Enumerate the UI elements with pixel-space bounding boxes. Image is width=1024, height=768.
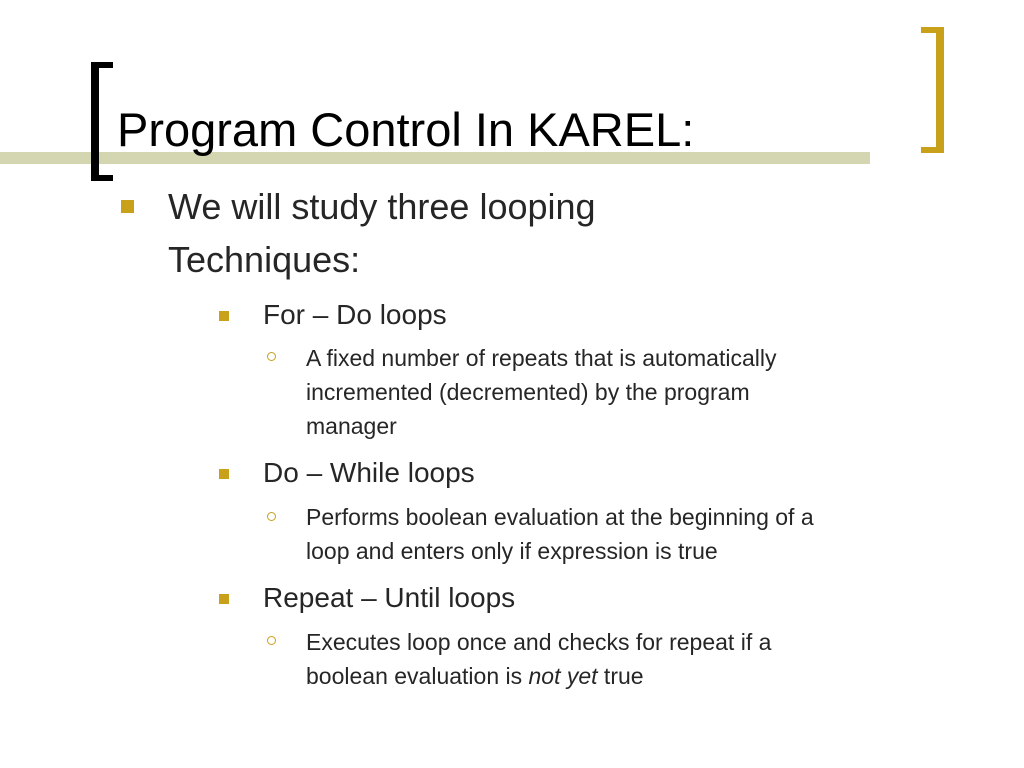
list-item-label: For – Do loops <box>263 299 447 330</box>
list-item-description: Performs boolean evaluation at the beginning of a <box>306 504 814 530</box>
list-item-description <box>306 659 644 693</box>
square-bullet-icon <box>219 594 229 604</box>
desc-emphasis: not yet <box>528 663 598 689</box>
list-item-description: loop and enters only if expression is true <box>306 538 718 564</box>
list-item-description: A fixed number of repeats that is automatically <box>306 345 777 371</box>
desc-text-after: true <box>597 663 644 689</box>
level1-text-line2: Techniques: <box>168 239 361 280</box>
desc-text-before: boolean evaluation is <box>306 663 529 689</box>
square-bullet-icon <box>121 200 134 213</box>
circle-bullet-icon <box>267 636 276 645</box>
circle-bullet-icon <box>267 352 276 361</box>
list-item-description: Executes loop once and checks for repeat if a <box>306 629 772 655</box>
slide-title: Program Control In KAREL: <box>117 103 695 156</box>
level1-text-line1: We will study three looping <box>168 186 596 227</box>
circle-bullet-icon <box>267 512 276 521</box>
square-bullet-icon <box>219 469 229 479</box>
list-item-label: Do – While loops <box>263 457 475 488</box>
list-item-description: incremented (decremented) by the program <box>306 379 750 405</box>
square-bullet-icon <box>219 311 229 321</box>
list-item-description: manager <box>306 413 397 439</box>
list-item-label: Repeat – Until loops <box>263 582 516 613</box>
